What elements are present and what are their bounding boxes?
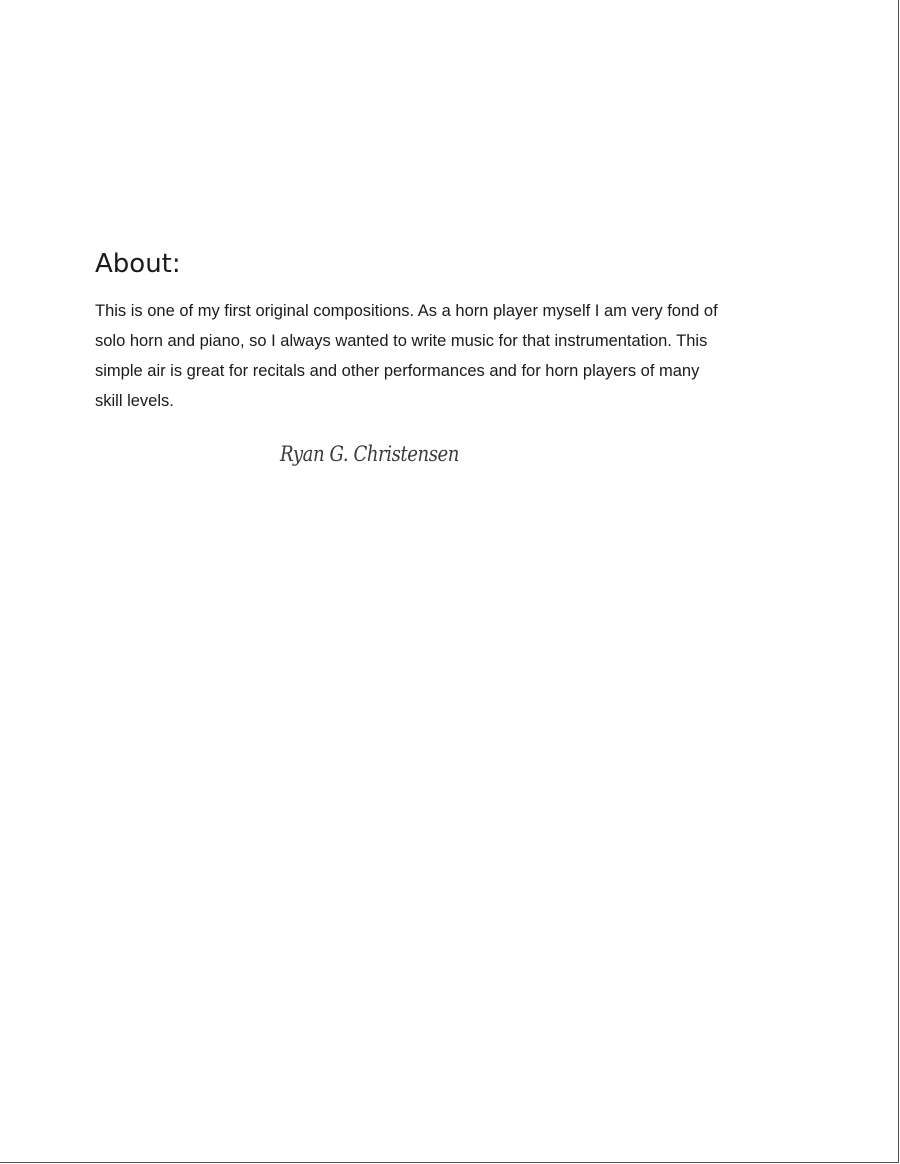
paragraph-line: skill levels. — [95, 392, 174, 410]
paragraph-line: solo horn and piano, so I always wanted to write music for that instrumentation. This — [95, 332, 708, 350]
about-heading: About: — [95, 249, 181, 279]
about-paragraph — [95, 296, 815, 416]
author-signature: Ryan G. Christensen — [280, 442, 460, 466]
paragraph-line: simple air is great for recitals and other performances and for horn players of many — [95, 362, 700, 380]
paragraph-line: This is one of my first original compositions. As a horn player myself I am very fond of — [95, 302, 718, 320]
